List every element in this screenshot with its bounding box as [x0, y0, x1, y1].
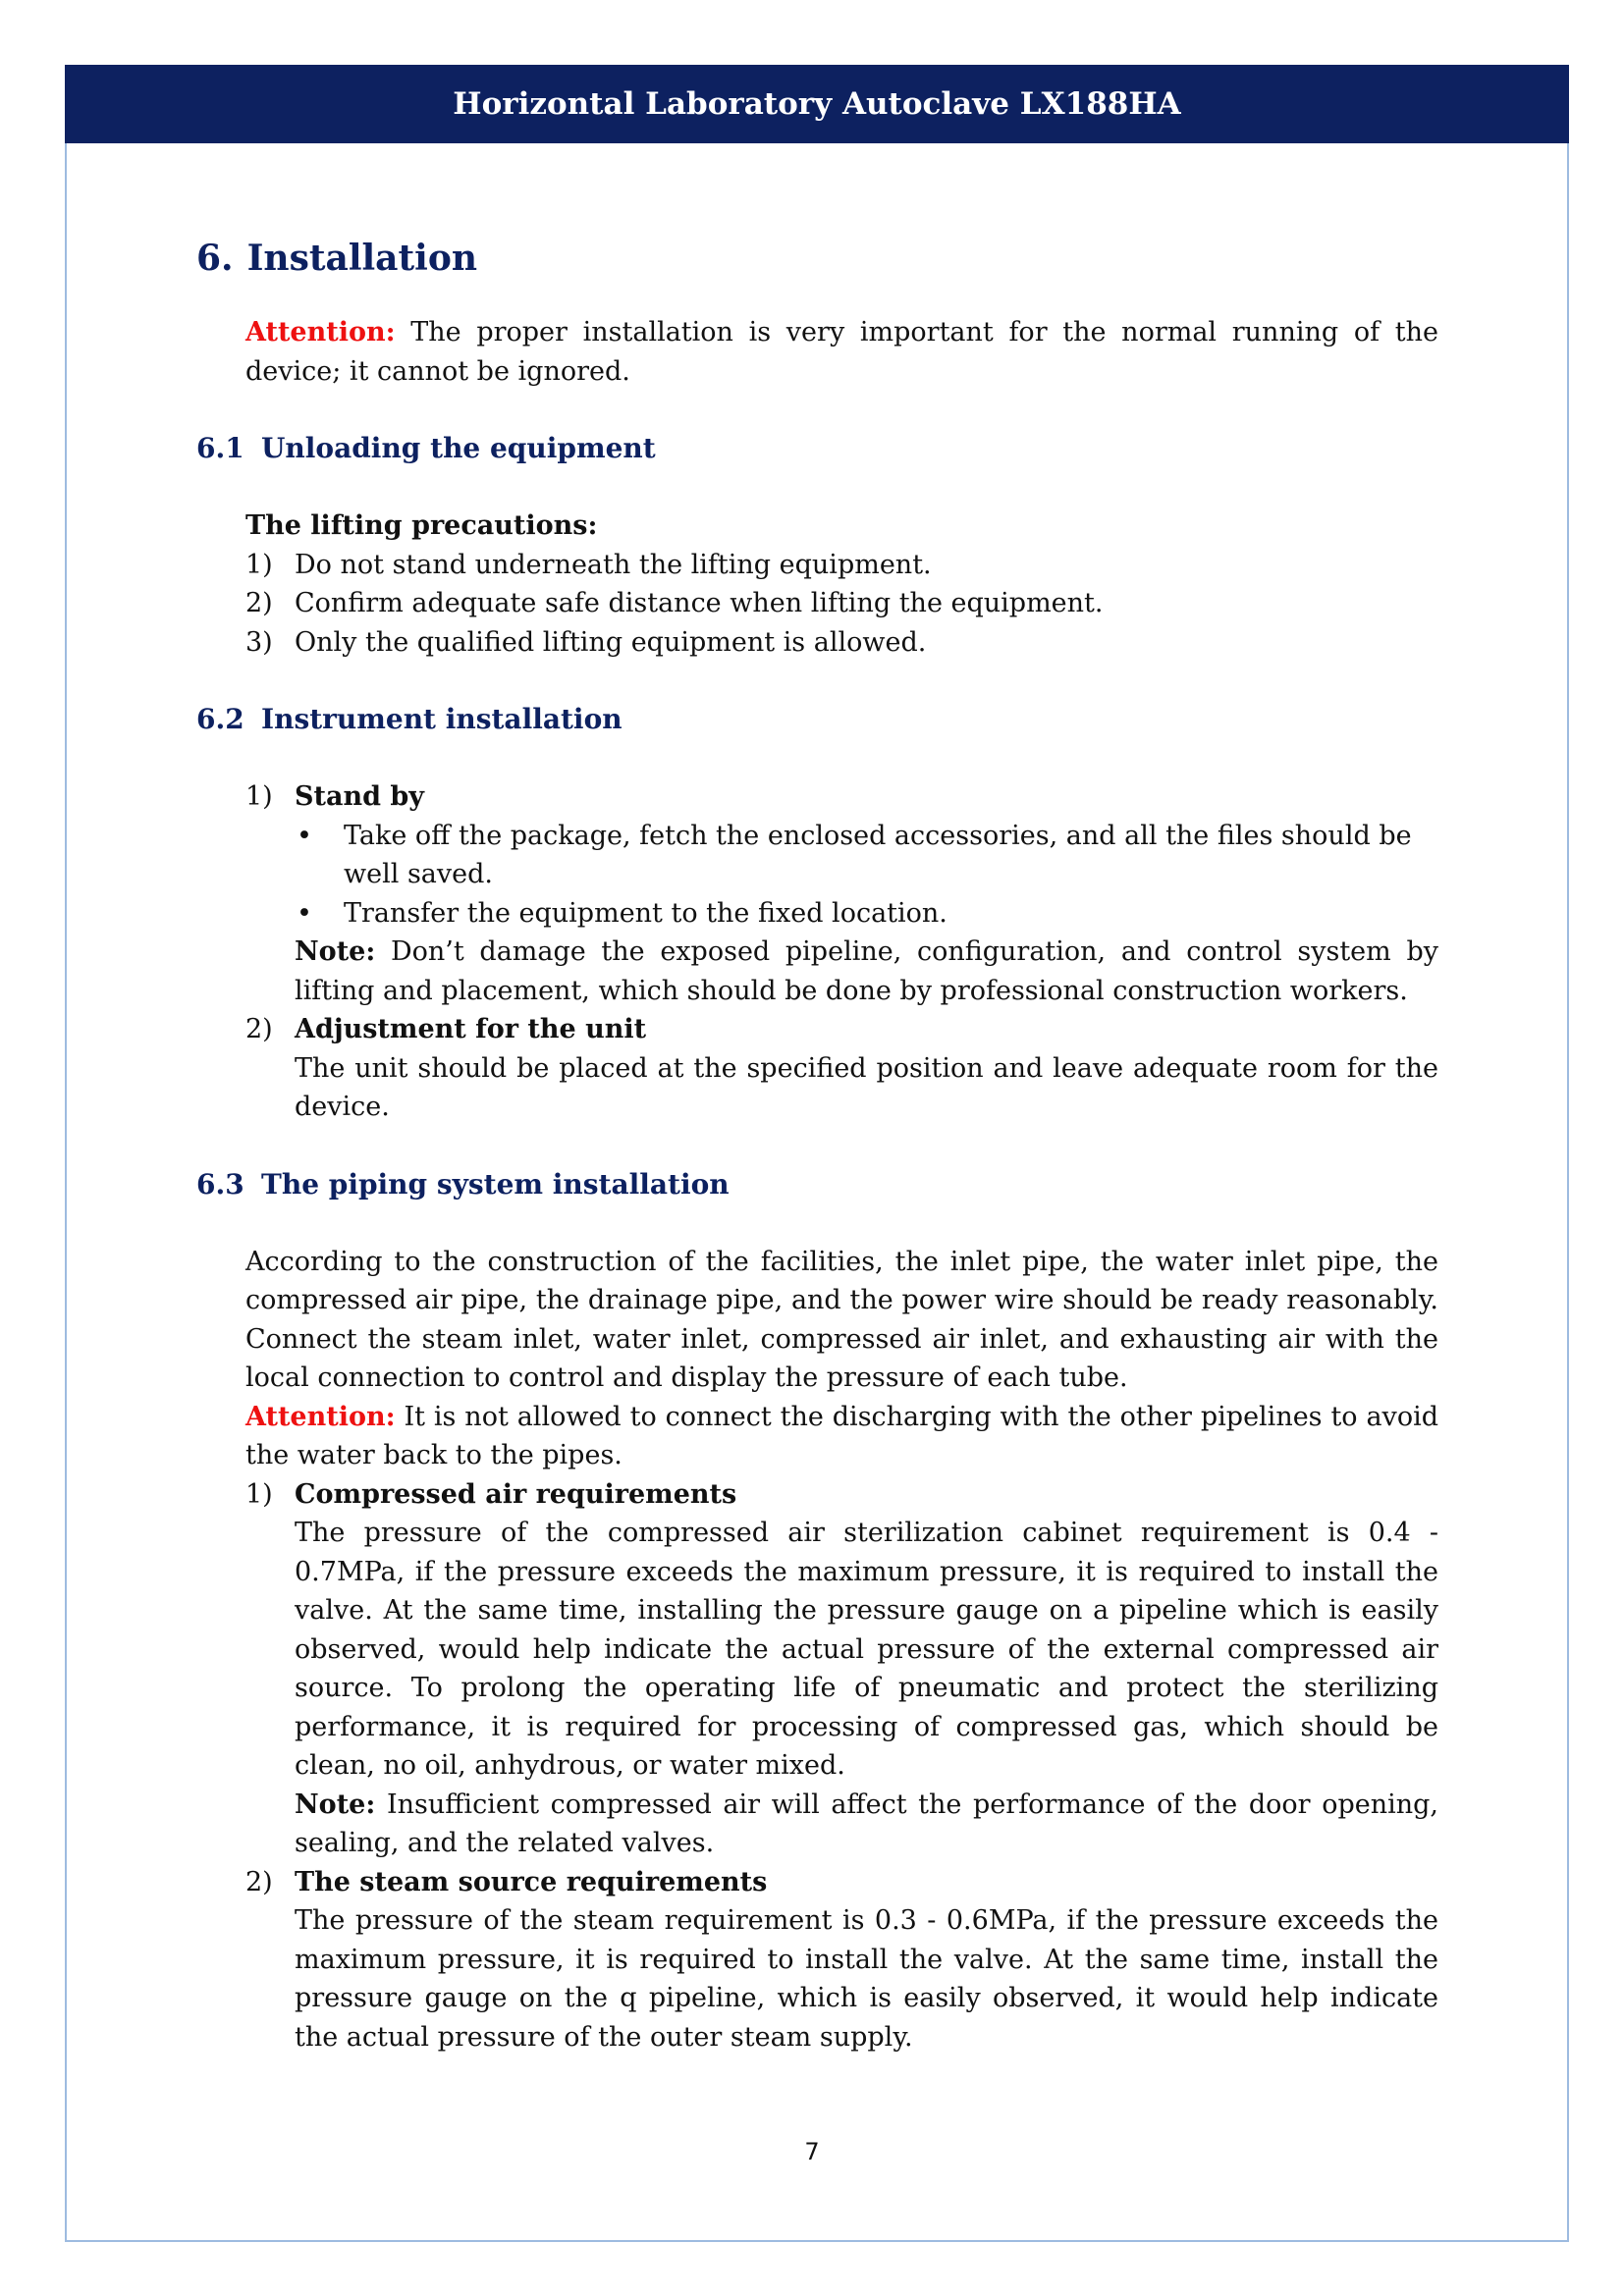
subsection-title: Instrument installation: [261, 703, 623, 735]
list-item-text: Confirm adequate safe distance when lifting the equipment.: [295, 588, 1104, 618]
list-item: [245, 584, 1438, 623]
list-item-number: 3): [245, 626, 273, 658]
bullet-icon: •: [297, 897, 312, 929]
attention-paragraph: [245, 313, 1438, 391]
note-paragraph: [295, 933, 1438, 1010]
note-paragraph: [295, 1786, 1438, 1863]
subsection-number: 6.3: [196, 1167, 244, 1201]
subsection-heading-6-1: [196, 429, 1438, 468]
intro-paragraph: According to the construction of the facilities, the inlet pipe, the water inlet pipe, the compressed air pipe, the drainage pipe, and the power wire should be ready reasonably. Connect the steam inlet, water inlet, compressed air inlet, and exhausting air with the local connection to control and display the pressure of each tube.: [245, 1246, 1438, 1393]
subsection-number: 6.1: [196, 432, 244, 464]
list-item-number: 2): [245, 588, 273, 618]
list-item-number: 1): [245, 1478, 273, 1510]
list-item-steam-source: [245, 1863, 1438, 2057]
bullet-text: Take off the package, fetch the enclosed accessories, and all the files should be well saved.: [344, 820, 1412, 889]
list-item-number: 1): [245, 549, 273, 580]
page-content: [196, 234, 1438, 2056]
precautions-title: The lifting precautions:: [245, 510, 598, 541]
bullet-item: [295, 894, 1438, 934]
list-item-adjustment: [245, 1010, 1438, 1127]
section-title: Installation: [246, 238, 477, 279]
subsection-heading-6-2: [196, 700, 1438, 739]
attention-label: Attention:: [245, 1401, 396, 1432]
attention-label: Attention:: [245, 317, 396, 347]
list-item-number: 2): [245, 1014, 273, 1044]
bullet-text: Transfer the equipment to the fixed location.: [344, 897, 947, 929]
header-title: Horizontal Laboratory Autoclave LX188HA: [453, 86, 1181, 122]
list-item-text: Only the qualified lifting equipment is allowed.: [295, 626, 927, 658]
subsection-number: 6.2: [196, 703, 244, 735]
header-banner: [65, 65, 1569, 143]
list-item-title: Adjustment for the unit: [295, 1014, 647, 1044]
subsection-title: The piping system installation: [261, 1167, 730, 1201]
list-item-title: Compressed air requirements: [295, 1478, 737, 1510]
attention-text: It is not allowed to connect the discharging with the other pipelines to avoid the water back to the pipes.: [245, 1401, 1438, 1470]
subsection-heading-6-3: [196, 1165, 1438, 1204]
attention-paragraph: [245, 1398, 1438, 1475]
bullet-icon: •: [297, 820, 312, 851]
subsection-title: Unloading the equipment: [261, 432, 656, 464]
note-label: Note:: [295, 936, 376, 967]
note-text: Insufficient compressed air will affect the performance of the door opening, sealing, and the related valves.: [295, 1789, 1438, 1858]
list-item-text: Do not stand underneath the lifting equipment.: [295, 549, 932, 580]
list-item-number: 1): [245, 781, 273, 812]
list-item-title: The steam source requirements: [295, 1866, 768, 1897]
list-item-compressed-air: [245, 1475, 1438, 1863]
list-item-text: The pressure of the steam requirement is 0.3 - 0.6MPa, if the pressure exceeds the maximum pressure, it is required to install the valve. At the same time, install the pressure gauge on the q pipeline, which is easily observed, it would help indicate the actual pressure of the outer steam supply.: [295, 1905, 1438, 2053]
list-item: [245, 623, 1438, 663]
list-item-stand-by: [245, 777, 1438, 1010]
attention-text: The proper installation is very important for the normal running of the device; it cannot be ignored.: [245, 317, 1438, 387]
bullet-item: [295, 817, 1438, 894]
section-number: 6.: [196, 238, 234, 279]
list-item-number: 2): [245, 1866, 273, 1897]
section-heading: [196, 234, 1438, 283]
list-item-text: The pressure of the compressed air sterilization cabinet requirement is 0.4 - 0.7MPa, if the pressure exceeds the maximum pressure, it is required to install the valve. At the same time, installing the pressure gauge on a pipeline which is easily observed, would help indicate the actual pressure of the external compressed air source. To prolong the operating life of pneumatic and protect the sterilizing performance, it is required for processing of compressed gas, which should be clean, no oil, anhydrous, or water mixed.: [295, 1518, 1438, 1781]
list-item-text: The unit should be placed at the specified position and leave adequate room for the device.: [295, 1052, 1438, 1122]
note-text: Don’t damage the exposed pipeline, configuration, and control system by lifting and placement, which should be done by professional construction workers.: [295, 936, 1438, 1006]
note-label: Note:: [295, 1789, 376, 1820]
list-item: [245, 546, 1438, 585]
page-number: 7: [804, 2138, 820, 2165]
list-item-title: Stand by: [295, 781, 424, 812]
